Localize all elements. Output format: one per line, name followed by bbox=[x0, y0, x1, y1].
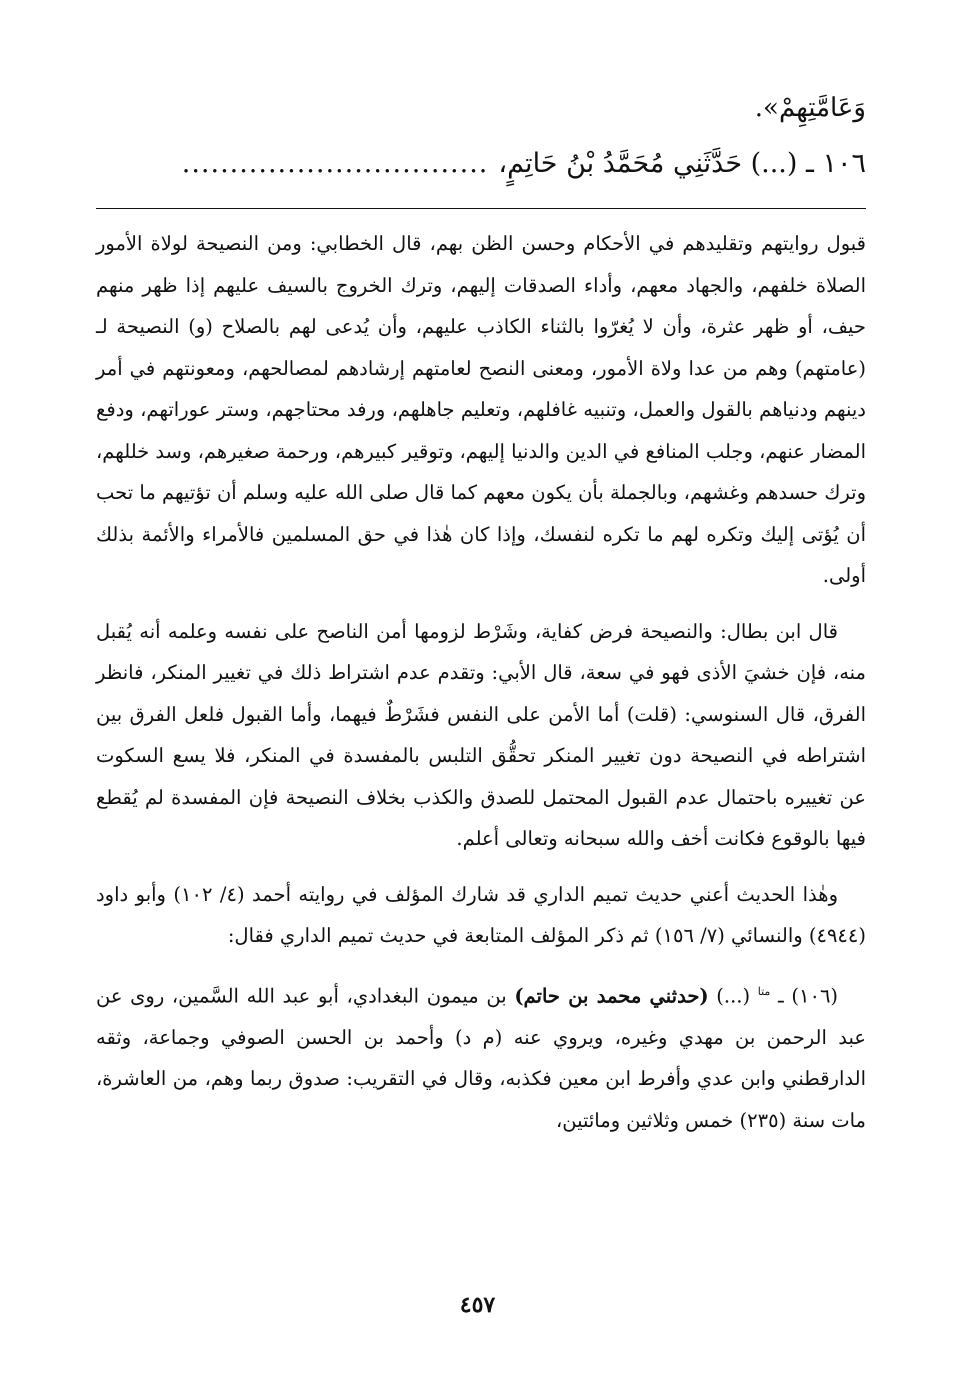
page-number: ٤٥٧ bbox=[459, 1292, 496, 1318]
commentary-paragraph-3: وهٰذا الحديث أعني حديث تميم الداري قد شارك المؤلف في روايته أحمد (٤/ ١٠٢) وأبو داود (٤٩٤٤) والنسائي (٧/ ١٥٦) ثم ذكر المؤلف المتابعة في حديث تميم الداري فقال: bbox=[96, 882, 866, 947]
commentary-paragraph-4 bbox=[96, 971, 866, 1142]
hadith-heading bbox=[96, 142, 866, 186]
narrator-bio: بن ميمون البغدادي، أبو عبد الله السَّمين، روى عن عبد الرحمن بن مهدي وغيره، ويروي عنه (م د) وأحمد بن الحسن الصوفي وجماعة، وثقه الدارقطني وابن عدي وأفرط ابن معين فكذبه، وقال في التقريب: صدوق ربما وهم، من العاشرة، مات سنة (٢٣٥) خمس وثلاثين ومائتين، bbox=[96, 984, 866, 1132]
commentary bbox=[96, 223, 866, 1141]
hadith-number: (١٠٦) ـ bbox=[778, 984, 839, 1007]
matn-end-line: وَعَامَّتِهِمْ». bbox=[754, 93, 866, 123]
separator-rule bbox=[96, 208, 866, 209]
chain-marker: متا bbox=[757, 984, 771, 998]
ellipsis-marker: (...) bbox=[716, 984, 751, 1007]
narrator-bold: (حدثني محمد بن حاتم) bbox=[514, 984, 709, 1007]
page-body bbox=[96, 88, 866, 1141]
commentary-paragraph-2: قال ابن بطال: والنصيحة فرض كفاية، وشَرْط لزومها أمن الناصح على نفسه وعلمه أنه يُقبل منه، فإن خشيَ الأذى فهو في سعة، قال الأبي: وتقدم عدم اشتراط ذلك في تغيير المنكر، فانظر الفرق، قال السنوسي: (قلت) أما الأمن على النفس فشَرْطٌ فيهما، وأما القبول فلعل الفرق بين اشتراطه في النصيحة دون تغيير المنكر تحقُّق التلبس بالمفسدة في المنكر، فلا يسع السكوت عن تغييره باحتمال عدم القبول المحتمل للصدق والكذب بخلاف النصيحة فإن المفسدة لم يُقطع فيها بالوقوع فكانت أخف والله سبحانه وتعالى أعلم. bbox=[96, 619, 866, 850]
hadith-heading-text: ١٠٦ ـ (...) حَدَّثَنِي مُحَمَّدُ بْنُ حَاتِمٍ، bbox=[498, 148, 866, 179]
commentary-paragraph-1: قبول روايتهم وتقليدهم في الأحكام وحسن الظن بهم، قال الخطابي: ومن النصيحة لولاة الأمور الصلاة خلفهم، والجهاد معهم، وأداء الصدقات إليهم، وترك الخروج بالسيف عليهم إذا ظهر منهم حيف، أو ظهر عثرة، وأن لا يُغرّوا بالثناء الكاذب عليهم، وأن يُدعى لهم بالصلاح (و) النصيحة لـ (عامتهم) وهم من عدا ولاة الأمور، ومعنى النصح لعامتهم إرشادهم لمصالحهم، ومعونتهم في أمر دينهم ودنياهم بالقول والعمل، وتنبيه غافلهم، وتعليم جاهلهم، ورفد محتاجهم، وستر عوراتهم، ودفع المضار عنهم، وجلب المنافع في الدين والدنيا إليهم، وتوقير كبيرهم، ورحمة صغيرهم، وسد خللهم، وترك حسدهم وغشهم، وبالجملة بأن يكون معهم كما قال صلى الله عليه وسلم أن تؤتيهم ما تحب أن يُؤتى إليك وتكره لهم ما تكره لنفسك، وإذا كان هٰذا في حق المسلمين فالأمراء والأئمة بذلك أولى. bbox=[96, 232, 866, 587]
ellipsis-dots: ................................ bbox=[181, 148, 489, 179]
